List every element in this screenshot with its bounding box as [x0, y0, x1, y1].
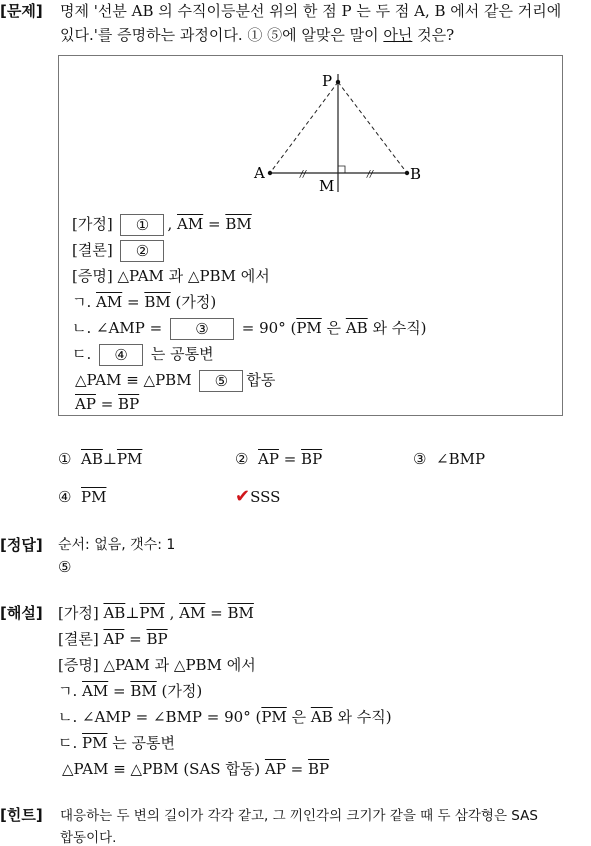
point-b [405, 171, 409, 175]
proof-step-1: ㄱ. $\overline{AM} = \overline{BM}$ (가정) [72, 293, 217, 311]
blank-box-3: ③ [170, 318, 234, 340]
answer-value: ⑤ [58, 558, 72, 576]
proof-step-3: ㄷ. ④ 는 공통변 [72, 345, 214, 364]
checkmark-icon: ✔ [235, 486, 251, 507]
segment-pa [270, 82, 338, 173]
explanation-line-4: ㄱ. $\overline{AM} = \overline{BM}$ (가정) [58, 682, 203, 700]
point-a [268, 171, 272, 175]
answer-meta: 순서: 없음, 갯수: 1 [58, 537, 176, 553]
choice-4[interactable]: ④ $\overline{PM}$ [58, 488, 107, 506]
label-a: A [254, 164, 265, 182]
problem-line-2: 있다.'를 증명하는 과정이다. ① ⑤에 알맞은 말이 아닌 것은? [60, 26, 455, 44]
label-p: P [322, 72, 333, 90]
explanation-tag: [해설] [0, 604, 43, 622]
triangle-figure [240, 70, 430, 200]
choice-1[interactable]: ① $\overline{AB}\perp\overline{PM}$ [58, 450, 143, 468]
explanation-line-6: ㄷ. $\overline{PM}$ 는 공통변 [58, 734, 175, 752]
proof-final: $\overline{AP} = \overline{BP}$ [75, 395, 140, 413]
hint-line-2: 합동이다. [60, 830, 117, 846]
blank-box-4: ④ [99, 344, 143, 366]
blank-box-2: ② [120, 240, 164, 262]
tick-bm: // [367, 170, 374, 180]
problem-tag: [문제] [0, 2, 43, 20]
point-p [336, 80, 340, 84]
proof-header: [증명] △PAM 과 △PBM 에서 [72, 267, 270, 285]
proof-step-2: ㄴ. ∠AMP = ③ = 90° ($\overline{PM}$ 은 $\overline{AB}$ 와 수직) [72, 319, 427, 338]
hint-tag: [힌트] [0, 806, 43, 824]
proof-step-4: △PAM ≡ △PBM ⑤ 합동 [75, 371, 276, 390]
emphasis-not: 아닌 [383, 26, 413, 44]
segment-pb [338, 82, 407, 173]
answer-tag: [정답] [0, 536, 43, 554]
tick-am: // [300, 170, 307, 180]
explanation-line-7: △PAM ≡ △PBM (SAS 합동) $\overline{AP} = \overline{BP}$ [62, 760, 330, 778]
explanation-line-1: [가정] $\overline{AB}\perp\overline{PM}$ , $\overline{AM} = \overline{BM}$ [58, 604, 254, 622]
blank-box-5: ⑤ [199, 370, 243, 392]
hint-line-1: 대응하는 두 변의 길이가 각각 같고, 그 끼인각의 크기가 같을 때 두 삼각형은 SAS [60, 808, 538, 824]
choice-3[interactable]: ③ ∠BMP [413, 450, 486, 468]
explanation-line-3: [증명] △PAM 과 △PBM 에서 [58, 656, 256, 674]
explanation-line-5: ㄴ. ∠AMP = ∠BMP = 90° ($\overline{PM}$ 은 $\overline{AB}$ 와 수직) [58, 708, 392, 726]
label-m: M [319, 177, 335, 195]
right-angle-mark [338, 166, 345, 173]
problem-line-1: 명제 '선분 AB 의 수직이등분선 위의 한 점 P 는 두 점 A, B 에서 같은 거리에 [60, 2, 562, 20]
label-b: B [410, 165, 422, 183]
proof-conclusion: [결론] ② [72, 239, 167, 262]
choice-5[interactable]: ✔SSS [235, 486, 281, 507]
choice-2[interactable]: ② $\overline{AP} = \overline{BP}$ [235, 450, 323, 468]
blank-box-1: ① [120, 214, 164, 236]
explanation-line-2: [결론] $\overline{AP} = \overline{BP}$ [58, 630, 168, 648]
proof-given: [가정] ① , $\overline{AM} = \overline{BM}$ [72, 215, 252, 234]
